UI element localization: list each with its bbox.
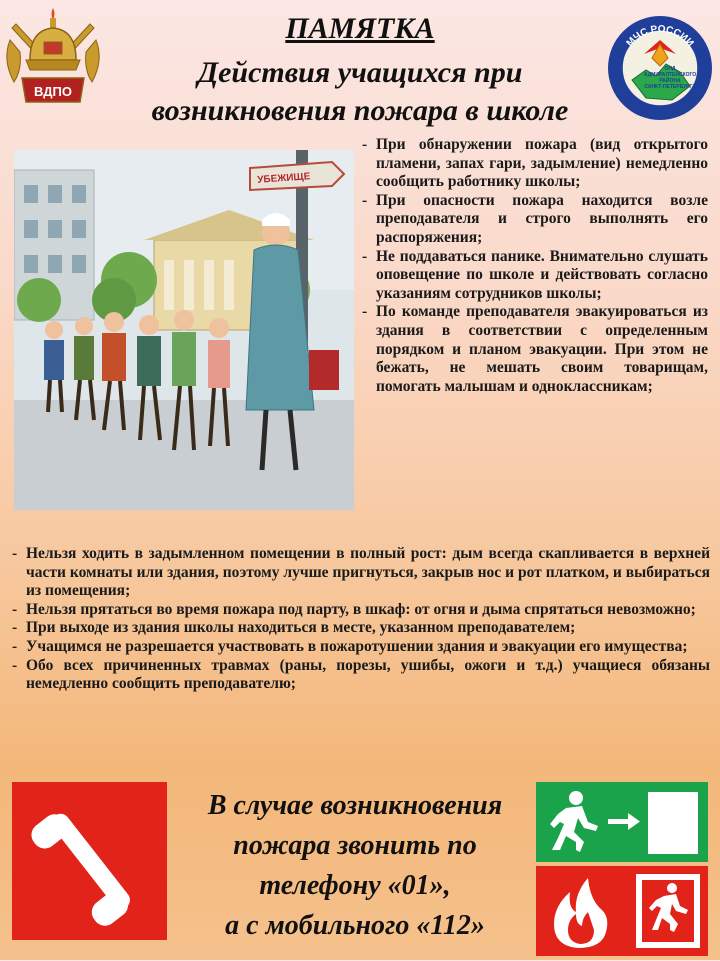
- mchs-emblem-logo: [606, 14, 714, 122]
- mchs-text-line-4: САНКТ-ПЕТЕРБУРГА: [644, 84, 696, 90]
- running-man-icon: [550, 791, 598, 852]
- page-subtitle: [90, 54, 630, 130]
- mchs-ring-text: МЧС РОССИИ: [624, 23, 696, 50]
- emergency-call-text: [180, 786, 530, 946]
- page-title: ПАМЯТКА: [285, 12, 435, 45]
- list-item: - Нельзя прятаться во время пожара под парту, в шкаф: от огня и дыма спрятаться невозможно;: [8, 601, 710, 620]
- rules-right-list: [358, 136, 708, 396]
- list-item: - При обнаружении пожара (вид открытого пламени, запах гари, задымление) немедленно сообщить работнику школы;: [358, 136, 708, 192]
- list-item: - Учащимся не разрешается участвовать в пожаротушении здания и эвакуации его имущества;: [8, 638, 710, 657]
- evacuation-illustration: [14, 150, 354, 510]
- list-item: - По команде преподавателя эвакуироваться из здания в соответствии с определенным порядком и планом эвакуации. При этом не бежать, не мешать своим товарищам, помогать малышам и одноклассникам;: [358, 303, 708, 396]
- mchs-text-line-1: ОНД: [664, 66, 676, 72]
- vdpo-logo-text: ВДПО: [34, 84, 72, 99]
- fire-icon: [554, 878, 607, 948]
- mchs-text-line-3: РАЙОНА: [659, 78, 681, 84]
- fire-exit-sign: [536, 866, 708, 956]
- phone-sign: [12, 782, 167, 940]
- rules-bottom-list: [8, 545, 710, 694]
- vdpo-emblem-logo: [0, 0, 106, 110]
- list-item: - Не поддаваться панике. Внимательно слушать оповещение по школе и действовать согласно указаниям сотрудников школы;: [358, 248, 708, 304]
- shelter-sign-text: УБЕЖИЩЕ: [256, 171, 311, 186]
- list-item: - При выходе из здания школы находиться в месте, указанном преподавателем;: [8, 619, 710, 638]
- emergency-exit-sign: [536, 782, 708, 862]
- subtitle-line-2: возникновения пожара в школе: [151, 94, 569, 127]
- phone-icon: [12, 782, 167, 940]
- call-text-line-4: а с мобильного «112»: [225, 910, 485, 941]
- subtitle-line-1: Действия учащихся при: [197, 56, 523, 89]
- list-item: - При опасности пожара находится возле преподавателя и строго выполнять его распоряжения;: [358, 192, 708, 248]
- call-text-line-1: В случае возникновения: [207, 790, 503, 821]
- mchs-text-line-2: АДМИРАЛТЕЙСКОГО: [643, 72, 697, 78]
- call-text-line-3: телефону «01»,: [259, 870, 451, 901]
- call-text-line-2: пожара звонить по: [233, 830, 477, 861]
- emergency-exit-icon: [536, 782, 708, 862]
- list-item: - Обо всех причиненных травмах (раны, порезы, ушибы, ожоги и т.д.) учащиеся обязаны немедленно сообщить преподавателю;: [8, 657, 710, 694]
- list-item: - Нельзя ходить в задымленном помещении в полный рост: дым всегда скапливается в верхней части комнаты или здания, поэтому лучше пригнуться, закрыв нос и рот платком, и выбираться из помещения;: [8, 545, 710, 601]
